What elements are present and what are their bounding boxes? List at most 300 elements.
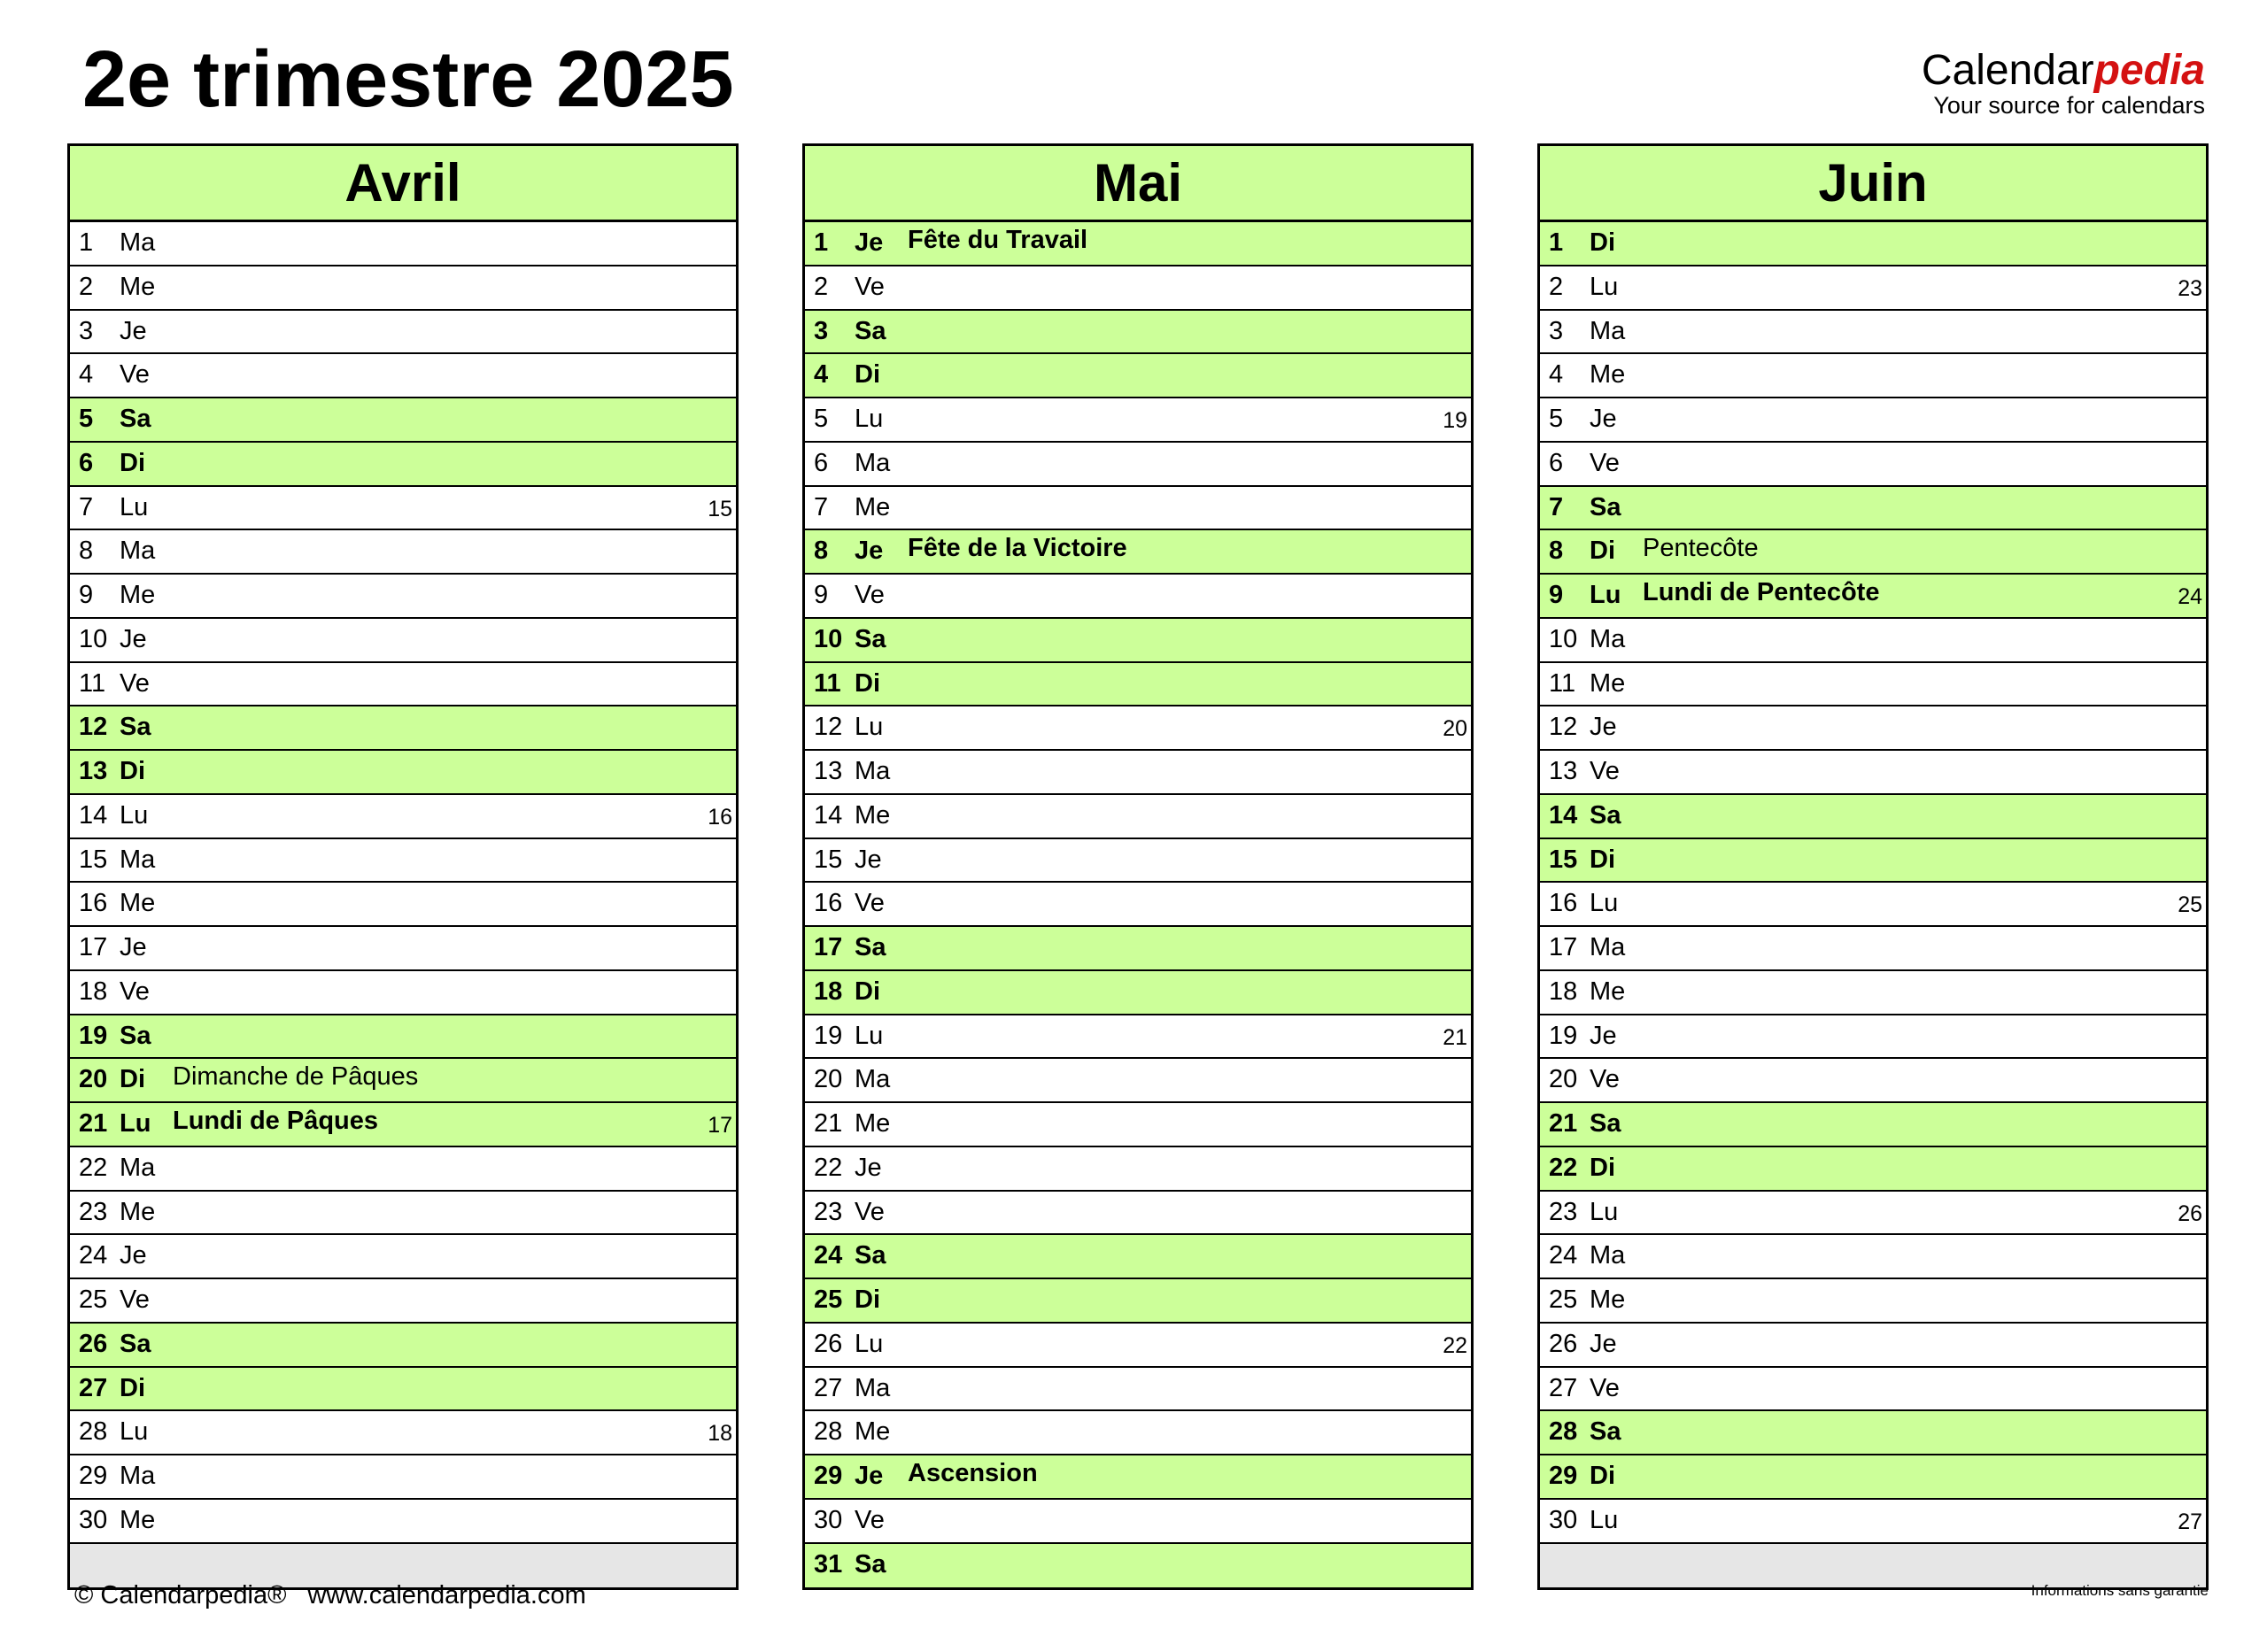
week-number: 21 — [1443, 1024, 1467, 1050]
day-name: Lu — [120, 800, 149, 830]
holiday-label: Fête de la Victoire — [908, 534, 1127, 563]
day-name: Di — [1590, 537, 1615, 566]
day-row — [1540, 1324, 2206, 1368]
day-row — [70, 443, 736, 487]
day-number: 22 — [79, 1153, 108, 1182]
day-name: Me — [855, 1417, 891, 1447]
day-row — [1540, 443, 2206, 487]
holiday-label: Pentecôte — [1643, 534, 1759, 563]
day-name: Di — [1590, 1153, 1615, 1182]
day-row — [1540, 266, 2206, 311]
day-row — [70, 619, 736, 663]
day-number: 17 — [814, 933, 843, 961]
day-name: Sa — [120, 1329, 151, 1358]
day-row — [70, 927, 736, 971]
day-number: 25 — [814, 1285, 843, 1314]
day-row — [805, 971, 1471, 1015]
day-name: Me — [1590, 1285, 1626, 1314]
day-row — [805, 1015, 1471, 1060]
week-number: 25 — [2178, 892, 2202, 918]
day-row — [805, 1147, 1471, 1192]
day-number: 11 — [1549, 668, 1576, 698]
day-name: Di — [1590, 845, 1615, 874]
day-number: 18 — [79, 977, 108, 1006]
day-name: Je — [1590, 1329, 1617, 1358]
day-number: 9 — [1549, 581, 1564, 609]
week-number: 19 — [1443, 408, 1467, 433]
day-number: 13 — [79, 757, 108, 785]
day-name: Me — [120, 581, 156, 609]
day-number: 4 — [1549, 360, 1564, 390]
day-name: Sa — [855, 1549, 886, 1579]
day-number: 2 — [814, 272, 829, 301]
day-row — [805, 619, 1471, 663]
day-row — [70, 398, 736, 443]
day-name: Sa — [120, 713, 151, 742]
week-number: 23 — [2178, 275, 2202, 301]
holiday-label: Ascension — [908, 1459, 1038, 1487]
day-name: Sa — [1590, 1417, 1621, 1447]
week-number: 15 — [708, 496, 732, 521]
day-number: 13 — [814, 757, 843, 785]
copyright-text: © Calendarpedia® — [74, 1581, 287, 1610]
day-row — [1540, 1455, 2206, 1500]
day-name: Sa — [120, 405, 151, 433]
day-number: 3 — [1549, 316, 1564, 345]
day-row — [70, 354, 736, 398]
day-row — [805, 1059, 1471, 1103]
day-name: Sa — [1590, 800, 1621, 830]
day-number: 27 — [1549, 1373, 1578, 1402]
day-row — [1540, 1103, 2206, 1147]
day-name: Lu — [1590, 272, 1619, 301]
day-number: 7 — [79, 492, 94, 521]
day-row — [70, 1279, 736, 1324]
day-row — [805, 1235, 1471, 1279]
day-row — [805, 795, 1471, 839]
day-row — [805, 927, 1471, 971]
day-number: 8 — [1549, 537, 1564, 566]
day-number: 21 — [814, 1109, 843, 1138]
day-name: Ma — [120, 1462, 156, 1490]
day-row — [805, 839, 1471, 884]
day-number: 19 — [1549, 1021, 1578, 1050]
month-header: Avril — [70, 146, 736, 222]
day-name: Je — [1590, 1021, 1617, 1050]
day-number: 5 — [79, 405, 94, 433]
day-name: Ve — [1590, 757, 1620, 785]
day-row — [1540, 971, 2206, 1015]
day-number: 14 — [1549, 800, 1578, 830]
day-name: Me — [855, 1109, 891, 1138]
day-row — [805, 1192, 1471, 1236]
day-row — [1540, 1411, 2206, 1455]
week-number: 16 — [708, 804, 732, 830]
day-number: 1 — [79, 228, 94, 257]
brand-name-plain: Calendar — [1921, 47, 2094, 94]
week-number: 27 — [2178, 1509, 2202, 1534]
day-number: 16 — [1549, 889, 1578, 918]
day-number: 24 — [814, 1241, 843, 1270]
day-number: 6 — [814, 448, 829, 477]
day-name: Lu — [120, 1417, 149, 1447]
day-number: 11 — [814, 668, 841, 698]
day-name: Me — [1590, 360, 1626, 390]
day-name: Me — [855, 800, 891, 830]
day-name: Lu — [120, 1109, 151, 1138]
day-name: Lu — [1590, 1197, 1619, 1226]
day-name: Ve — [120, 360, 150, 390]
day-number: 12 — [1549, 713, 1578, 742]
day-number: 5 — [1549, 405, 1564, 433]
day-number: 11 — [79, 668, 106, 698]
day-name: Sa — [1590, 1109, 1621, 1138]
day-row — [70, 971, 736, 1015]
day-row — [1540, 1192, 2206, 1236]
month-column-mai — [802, 143, 1474, 1590]
day-row — [1540, 354, 2206, 398]
day-number: 15 — [1549, 845, 1578, 874]
day-row — [70, 487, 736, 531]
day-name: Sa — [855, 1241, 886, 1270]
day-name: Me — [120, 1197, 156, 1226]
day-number: 14 — [814, 800, 843, 830]
day-row — [1540, 311, 2206, 355]
month-header: Mai — [805, 146, 1471, 222]
day-name: Di — [855, 360, 880, 390]
day-number: 15 — [814, 845, 843, 874]
day-name: Di — [120, 1373, 145, 1402]
day-number: 27 — [814, 1373, 843, 1402]
day-row — [70, 1324, 736, 1368]
day-name: Di — [120, 448, 145, 477]
day-list — [805, 222, 1471, 1587]
day-row — [805, 883, 1471, 927]
day-name: Ve — [855, 272, 885, 301]
day-row — [805, 706, 1471, 751]
day-name: Di — [120, 1065, 145, 1094]
day-row — [1540, 1500, 2206, 1544]
day-number: 6 — [1549, 448, 1564, 477]
day-name: Me — [1590, 977, 1626, 1006]
day-number: 18 — [1549, 977, 1578, 1006]
day-number: 14 — [79, 800, 108, 830]
day-row — [805, 354, 1471, 398]
day-row — [805, 530, 1471, 575]
week-number: 26 — [2178, 1200, 2202, 1226]
month-column-juin — [1537, 143, 2209, 1590]
day-number: 22 — [1549, 1153, 1578, 1182]
day-name: Ve — [120, 668, 150, 698]
day-name: Je — [1590, 405, 1617, 433]
day-number: 29 — [814, 1462, 843, 1490]
day-row — [1540, 1368, 2206, 1412]
day-row — [70, 222, 736, 266]
day-name: Ma — [120, 845, 156, 874]
day-row — [70, 1103, 736, 1147]
day-row — [70, 663, 736, 707]
day-number: 10 — [814, 624, 843, 653]
day-number: 27 — [79, 1373, 108, 1402]
day-name: Ma — [855, 1373, 891, 1402]
day-number: 26 — [1549, 1329, 1578, 1358]
brand-logo[interactable] — [1922, 46, 2205, 119]
day-row — [1540, 883, 2206, 927]
day-name: Je — [855, 537, 884, 566]
day-number: 24 — [1549, 1241, 1578, 1270]
day-number: 30 — [814, 1505, 843, 1534]
website-link[interactable]: www.calendarpedia.com — [307, 1581, 586, 1610]
holiday-label: Dimanche de Pâques — [173, 1062, 419, 1092]
day-number: 28 — [79, 1417, 108, 1447]
holiday-label: Lundi de Pentecôte — [1643, 578, 1880, 606]
day-number: 12 — [79, 713, 108, 742]
day-number: 3 — [79, 316, 94, 345]
day-number: 28 — [814, 1417, 843, 1447]
day-name: Ma — [120, 537, 156, 566]
day-name: Di — [120, 757, 145, 785]
day-row — [805, 1544, 1471, 1588]
day-number: 7 — [1549, 492, 1564, 521]
day-name: Me — [120, 272, 156, 301]
day-row — [805, 1368, 1471, 1412]
day-row — [805, 222, 1471, 266]
day-row — [1540, 927, 2206, 971]
day-name: Ve — [1590, 1065, 1620, 1094]
brand-name-accent: pedia — [2093, 47, 2205, 94]
day-row — [1540, 795, 2206, 839]
day-number: 15 — [79, 845, 108, 874]
day-number: 6 — [79, 448, 94, 477]
day-row — [1540, 663, 2206, 707]
day-row — [1540, 398, 2206, 443]
day-name: Je — [855, 1462, 884, 1490]
day-name: Ma — [1590, 933, 1626, 961]
day-name: Me — [120, 889, 156, 918]
day-row — [1540, 839, 2206, 884]
day-name: Ma — [855, 757, 891, 785]
day-name: Je — [1590, 713, 1617, 742]
day-row — [805, 266, 1471, 311]
day-row — [70, 1500, 736, 1544]
day-number: 12 — [814, 713, 843, 742]
day-name: Je — [855, 1153, 882, 1182]
day-number: 7 — [814, 492, 829, 521]
day-name: Sa — [855, 316, 886, 345]
day-name: Di — [1590, 228, 1615, 257]
day-number: 2 — [1549, 272, 1564, 301]
day-row — [1540, 1279, 2206, 1324]
day-number: 23 — [1549, 1197, 1578, 1226]
day-number: 25 — [79, 1285, 108, 1314]
day-row — [1540, 751, 2206, 795]
day-number: 20 — [79, 1065, 108, 1094]
day-row — [70, 706, 736, 751]
day-number: 22 — [814, 1153, 843, 1182]
day-row — [805, 1500, 1471, 1544]
day-name: Lu — [1590, 889, 1619, 918]
day-name: Lu — [1590, 581, 1621, 609]
day-row — [805, 311, 1471, 355]
day-number: 2 — [79, 272, 94, 301]
day-row — [1540, 530, 2206, 575]
day-number: 29 — [79, 1462, 108, 1490]
day-name: Me — [120, 1505, 156, 1534]
day-row — [70, 839, 736, 884]
day-row — [70, 1411, 736, 1455]
week-number: 17 — [708, 1113, 732, 1138]
day-name: Je — [120, 1241, 147, 1270]
day-row — [70, 1455, 736, 1500]
day-number: 1 — [814, 228, 829, 257]
day-row — [1540, 706, 2206, 751]
page-title: 2e trimestre 2025 — [82, 35, 734, 124]
day-row — [70, 575, 736, 619]
brand-name — [1922, 46, 2205, 96]
day-name: Lu — [855, 1021, 884, 1050]
day-name: Sa — [120, 1021, 151, 1050]
day-number: 20 — [814, 1065, 843, 1094]
day-name: Ve — [1590, 448, 1620, 477]
day-number: 4 — [814, 360, 829, 390]
brand-tagline: Your source for calendars — [1933, 92, 2205, 119]
day-row — [70, 1059, 736, 1103]
day-name: Ve — [855, 581, 885, 609]
day-name: Di — [1590, 1462, 1615, 1490]
day-name: Je — [855, 845, 882, 874]
day-name: Ve — [120, 1285, 150, 1314]
day-row — [805, 398, 1471, 443]
day-name: Ma — [1590, 316, 1626, 345]
day-number: 8 — [79, 537, 94, 566]
day-number: 10 — [1549, 624, 1578, 653]
day-name: Me — [855, 492, 891, 521]
day-name: Ma — [1590, 1241, 1626, 1270]
day-name: Je — [120, 933, 147, 961]
day-name: Sa — [855, 624, 886, 653]
day-row — [805, 1279, 1471, 1324]
day-row — [70, 1015, 736, 1060]
day-list — [70, 222, 736, 1587]
day-row — [805, 575, 1471, 619]
day-number: 30 — [79, 1505, 108, 1534]
day-row — [805, 1455, 1471, 1500]
day-row — [805, 663, 1471, 707]
day-row — [70, 1192, 736, 1236]
day-name: Sa — [1590, 492, 1621, 521]
day-name: Lu — [120, 492, 149, 521]
day-number: 4 — [79, 360, 94, 390]
day-number: 9 — [79, 581, 94, 609]
empty-row — [1540, 1544, 2206, 1588]
day-number: 21 — [1549, 1109, 1578, 1138]
day-row — [805, 1411, 1471, 1455]
day-number: 17 — [79, 933, 108, 961]
day-row — [1540, 575, 2206, 619]
day-name: Ma — [855, 448, 891, 477]
day-number: 24 — [79, 1241, 108, 1270]
day-name: Di — [855, 668, 880, 698]
day-number: 16 — [79, 889, 108, 918]
day-name: Sa — [855, 933, 886, 961]
day-number: 25 — [1549, 1285, 1578, 1314]
day-row — [1540, 487, 2206, 531]
day-row — [805, 751, 1471, 795]
day-row — [70, 530, 736, 575]
day-row — [70, 266, 736, 311]
holiday-label: Lundi de Pâques — [173, 1107, 379, 1135]
day-number: 5 — [814, 405, 829, 433]
day-name: Lu — [855, 1329, 884, 1358]
day-number: 29 — [1549, 1462, 1578, 1490]
day-number: 23 — [814, 1197, 843, 1226]
day-number: 20 — [1549, 1065, 1578, 1094]
day-name: Lu — [855, 713, 884, 742]
day-name: Ma — [1590, 624, 1626, 653]
day-row — [1540, 619, 2206, 663]
day-number: 21 — [79, 1109, 108, 1138]
day-name: Di — [855, 1285, 880, 1314]
day-row — [805, 487, 1471, 531]
day-number: 16 — [814, 889, 843, 918]
day-name: Ma — [120, 228, 156, 257]
day-row — [70, 795, 736, 839]
day-row — [805, 443, 1471, 487]
day-row — [1540, 1235, 2206, 1279]
day-number: 28 — [1549, 1417, 1578, 1447]
week-number: 24 — [2178, 584, 2202, 609]
day-row — [70, 1368, 736, 1412]
day-row — [805, 1103, 1471, 1147]
day-name: Me — [1590, 668, 1626, 698]
day-name: Je — [120, 316, 147, 345]
day-number: 23 — [79, 1197, 108, 1226]
month-header: Juin — [1540, 146, 2206, 222]
day-list — [1540, 222, 2206, 1587]
footer-credits — [74, 1581, 586, 1610]
holiday-label: Fête du Travail — [908, 226, 1088, 254]
day-number: 26 — [79, 1329, 108, 1358]
day-number: 17 — [1549, 933, 1578, 961]
day-number: 26 — [814, 1329, 843, 1358]
day-number: 19 — [79, 1021, 108, 1050]
day-row — [70, 1235, 736, 1279]
day-row — [1540, 1147, 2206, 1192]
day-name: Ve — [120, 977, 150, 1006]
day-number: 30 — [1549, 1505, 1578, 1534]
week-number: 20 — [1443, 716, 1467, 742]
day-number: 10 — [79, 624, 108, 653]
day-row — [1540, 1015, 2206, 1060]
day-name: Ve — [855, 1197, 885, 1226]
day-name: Je — [120, 624, 147, 653]
day-row — [805, 1324, 1471, 1368]
day-row — [70, 311, 736, 355]
day-number: 18 — [814, 977, 843, 1006]
disclaimer-text: Informations sans garantie — [2031, 1582, 2209, 1599]
day-row — [70, 751, 736, 795]
day-name: Ma — [120, 1153, 156, 1182]
day-row — [70, 1147, 736, 1192]
week-number: 18 — [708, 1421, 732, 1447]
month-column-avril — [67, 143, 739, 1590]
day-number: 1 — [1549, 228, 1564, 257]
day-number: 13 — [1549, 757, 1578, 785]
day-name: Je — [855, 228, 884, 257]
day-name: Di — [855, 977, 880, 1006]
day-number: 31 — [814, 1549, 843, 1579]
day-name: Ve — [1590, 1373, 1620, 1402]
